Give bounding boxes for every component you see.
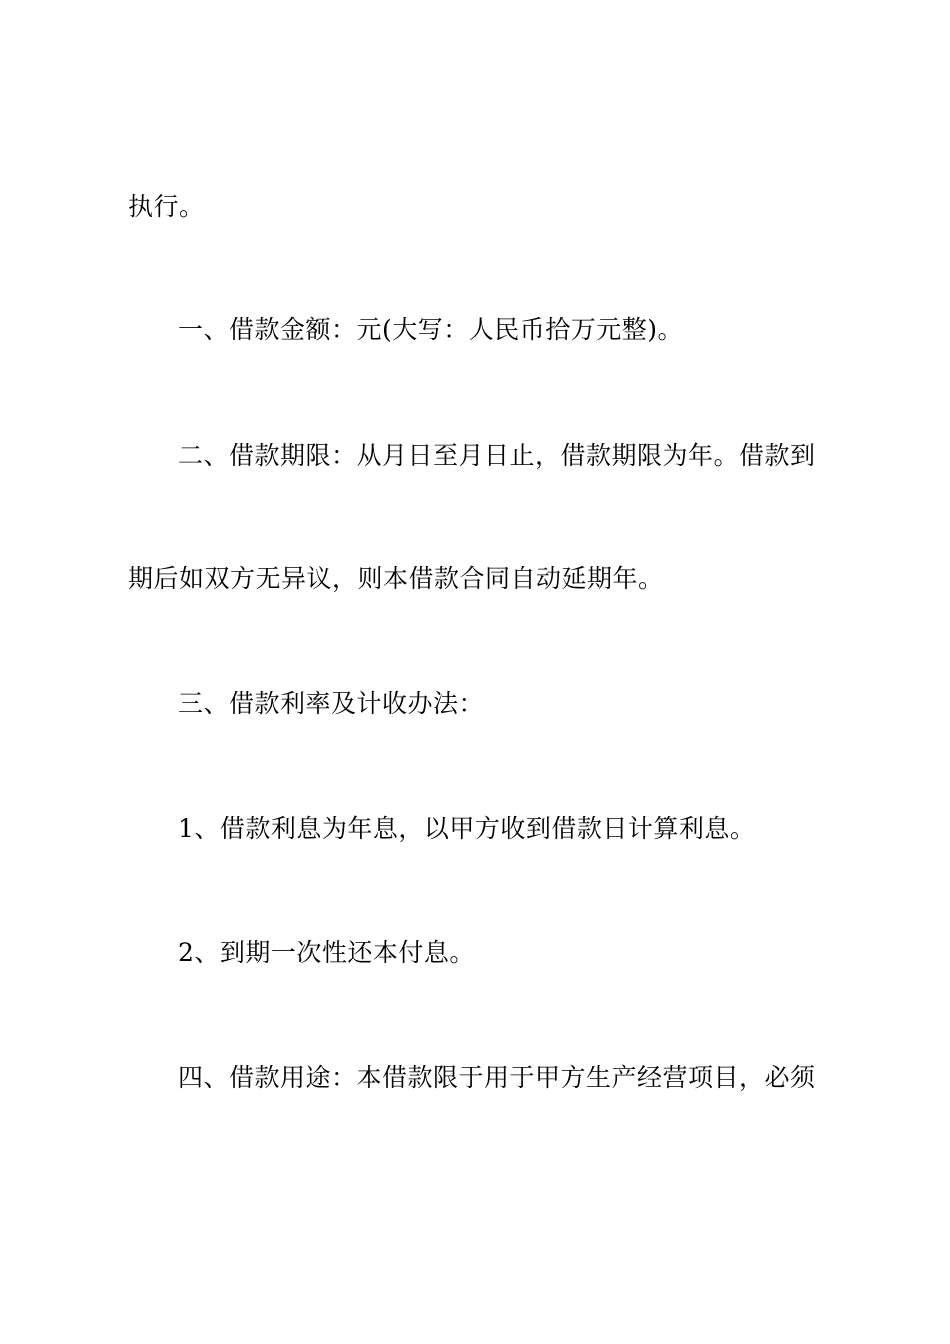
clause-4-loan-purpose: 四、借款用途：本借款限于用于甲方生产经营项目，必须 (178, 1063, 816, 1092)
clause-3-item-2: 2、到期一次性还本付息。 (178, 938, 475, 967)
text-line-continuation: 执行。 (128, 192, 205, 221)
clause-3-interest-rate: 三、借款利率及计收办法： (178, 689, 485, 718)
clause-1-loan-amount: 一、借款金额：元(大写：人民币拾万元整)。 (178, 315, 684, 344)
clause-2-loan-term: 二、借款期限：从月日至月日止，借款期限为年。借款到 (178, 441, 816, 470)
clause-2-loan-term-continued: 期后如双方无异议，则本借款合同自动延期年。 (128, 564, 664, 593)
clause-3-item-1: 1、借款利息为年息，以甲方收到借款日计算利息。 (178, 814, 756, 843)
